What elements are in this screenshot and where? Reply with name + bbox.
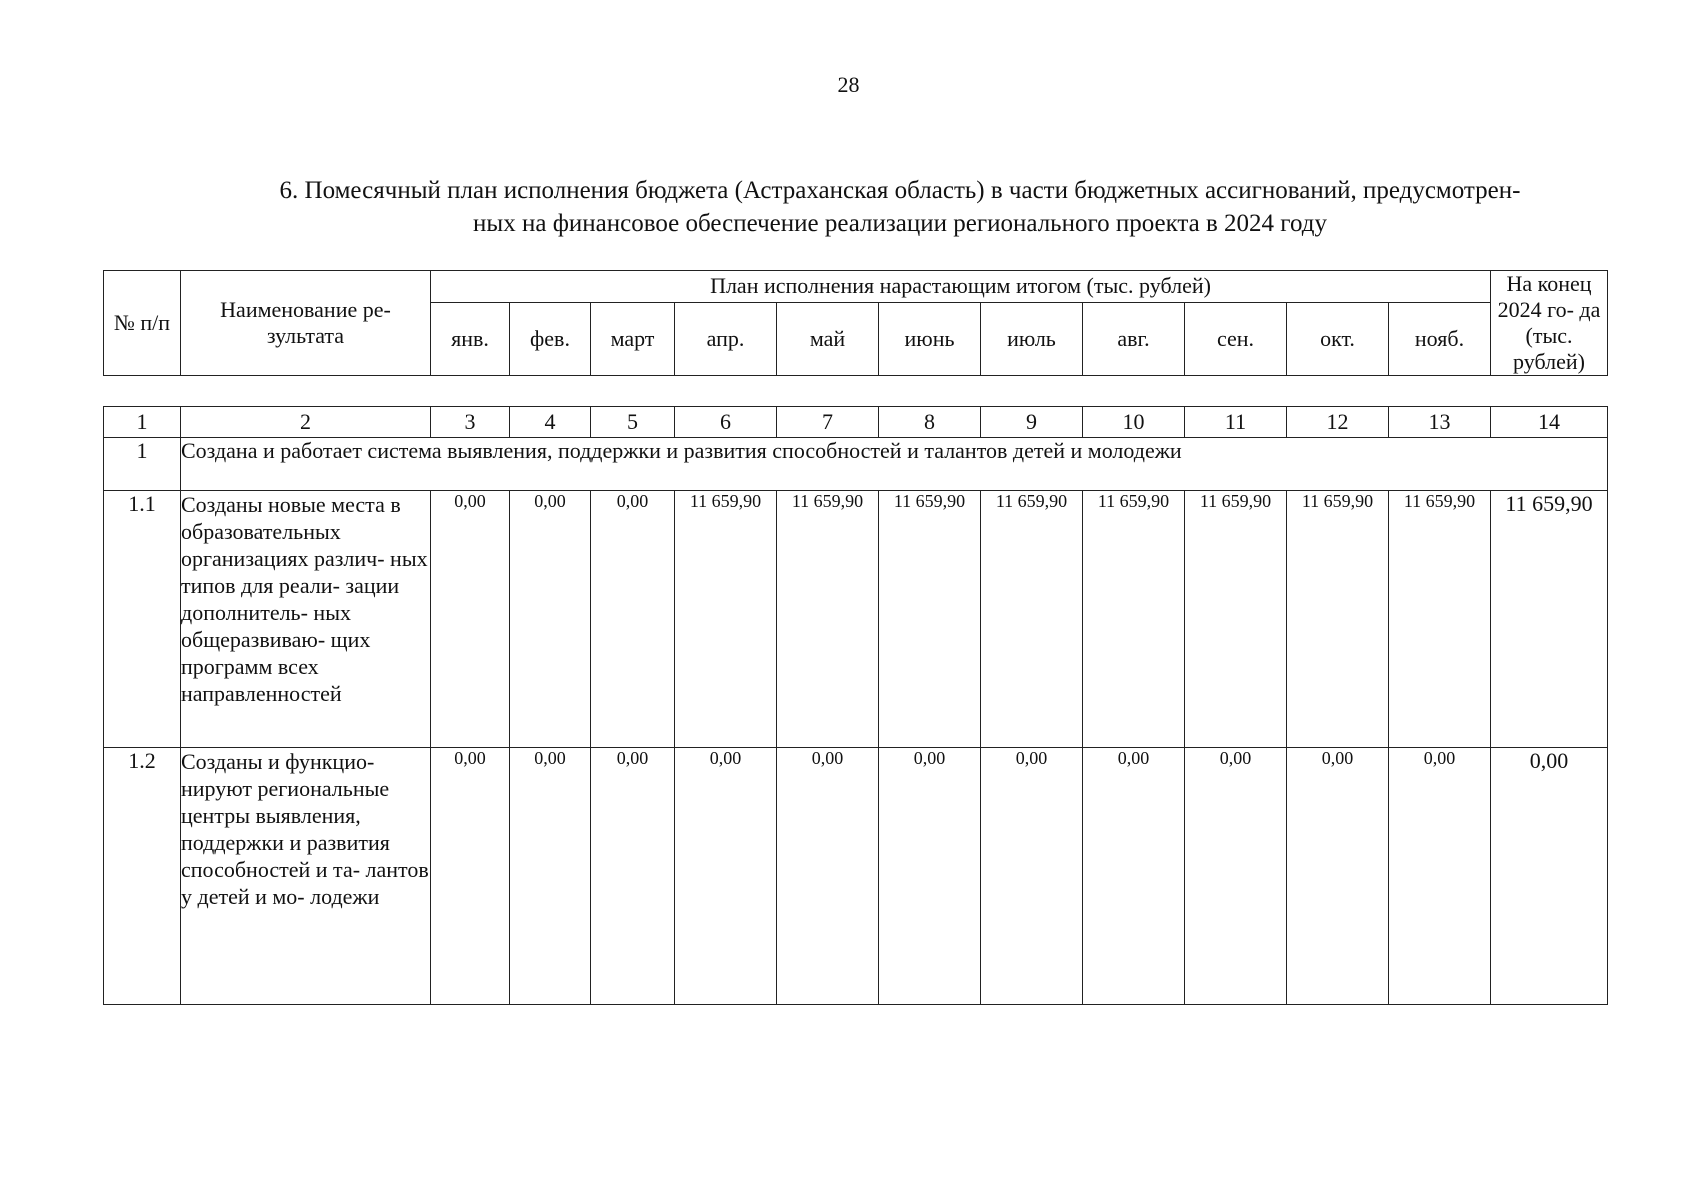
column-number: 14 [1491, 407, 1608, 438]
column-number: 7 [777, 407, 879, 438]
header-month: фев. [510, 302, 591, 375]
row-month-value: 0,00 [1287, 748, 1389, 1005]
row-month-value: 11 659,90 [675, 491, 777, 748]
column-number: 4 [510, 407, 591, 438]
column-numbers-row [104, 407, 1608, 438]
row-month-value: 0,00 [879, 748, 981, 1005]
row-month-value: 0,00 [1083, 748, 1185, 1005]
row-month-value: 0,00 [591, 748, 675, 1005]
section-num: 1 [104, 438, 181, 491]
header-num: № п/п [104, 271, 181, 376]
header-plan-group: План исполнения нарастающим итогом (тыс. рублей) [431, 271, 1491, 303]
header-month: март [591, 302, 675, 375]
column-number: 5 [591, 407, 675, 438]
section-row [104, 438, 1608, 491]
column-number: 9 [981, 407, 1083, 438]
row-month-value: 0,00 [510, 491, 591, 748]
row-month-value: 11 659,90 [981, 491, 1083, 748]
column-number: 1 [104, 407, 181, 438]
row-month-value: 11 659,90 [1185, 491, 1287, 748]
table-row [104, 748, 1608, 1005]
title-line-1: 6. Помесячный план исполнения бюджета (Астраханская область) в части бюджетных ассигнований, предусмотрен- [279, 177, 1521, 204]
row-year-total: 0,00 [1491, 748, 1608, 1005]
row-month-value: 0,00 [675, 748, 777, 1005]
table-row [104, 491, 1608, 748]
column-number: 11 [1185, 407, 1287, 438]
row-year-total: 11 659,90 [1491, 491, 1608, 748]
header-month: авг. [1083, 302, 1185, 375]
row-month-value: 11 659,90 [1083, 491, 1185, 748]
row-month-value: 0,00 [981, 748, 1083, 1005]
row-month-value: 0,00 [777, 748, 879, 1005]
column-number: 12 [1287, 407, 1389, 438]
column-number: 8 [879, 407, 981, 438]
row-month-value: 0,00 [510, 748, 591, 1005]
row-month-value: 11 659,90 [777, 491, 879, 748]
header-month: июль [981, 302, 1083, 375]
row-month-value: 0,00 [591, 491, 675, 748]
column-number: 10 [1083, 407, 1185, 438]
row-month-value: 0,00 [431, 491, 510, 748]
document-title [180, 174, 1620, 240]
row-result-name: Созданы и функцио- нируют региональные центры выявления, поддержки и развития способностей и та- лантов у детей и мо- лодежи [181, 748, 431, 1005]
row-month-value: 0,00 [431, 748, 510, 1005]
section-title: Создана и работает система выявления, поддержки и развития способностей и талантов детей и молодежи [181, 438, 1608, 491]
header-month: янв. [431, 302, 510, 375]
header-month: нояб. [1389, 302, 1491, 375]
budget-table-body [103, 406, 1608, 1005]
row-month-value: 0,00 [1185, 748, 1287, 1005]
page-number: 28 [837, 72, 860, 97]
column-number: 6 [675, 407, 777, 438]
row-result-name: Созданы новые места в образовательных организациях различ- ных типов для реали- зации дополнитель- ных общеразвиваю- щих программ всех направленностей [181, 491, 431, 748]
column-number: 13 [1389, 407, 1491, 438]
budget-table-header [103, 270, 1608, 376]
row-month-value: 11 659,90 [1287, 491, 1389, 748]
row-number: 1.2 [104, 748, 181, 1005]
column-number: 3 [431, 407, 510, 438]
header-month: июнь [879, 302, 981, 375]
header-total: На конец 2024 го- да (тыс. рублей) [1491, 271, 1608, 376]
row-month-value: 11 659,90 [879, 491, 981, 748]
header-month: сен. [1185, 302, 1287, 375]
row-month-value: 0,00 [1389, 748, 1491, 1005]
header-month: май [777, 302, 879, 375]
header-month: окт. [1287, 302, 1389, 375]
header-month: апр. [675, 302, 777, 375]
header-name: Наименование ре- зультата [181, 271, 431, 376]
title-line-2: ных на финансовое обеспечение реализации регионального проекта в 2024 году [473, 210, 1327, 237]
column-number: 2 [181, 407, 431, 438]
row-number: 1.1 [104, 491, 181, 748]
row-month-value: 11 659,90 [1389, 491, 1491, 748]
